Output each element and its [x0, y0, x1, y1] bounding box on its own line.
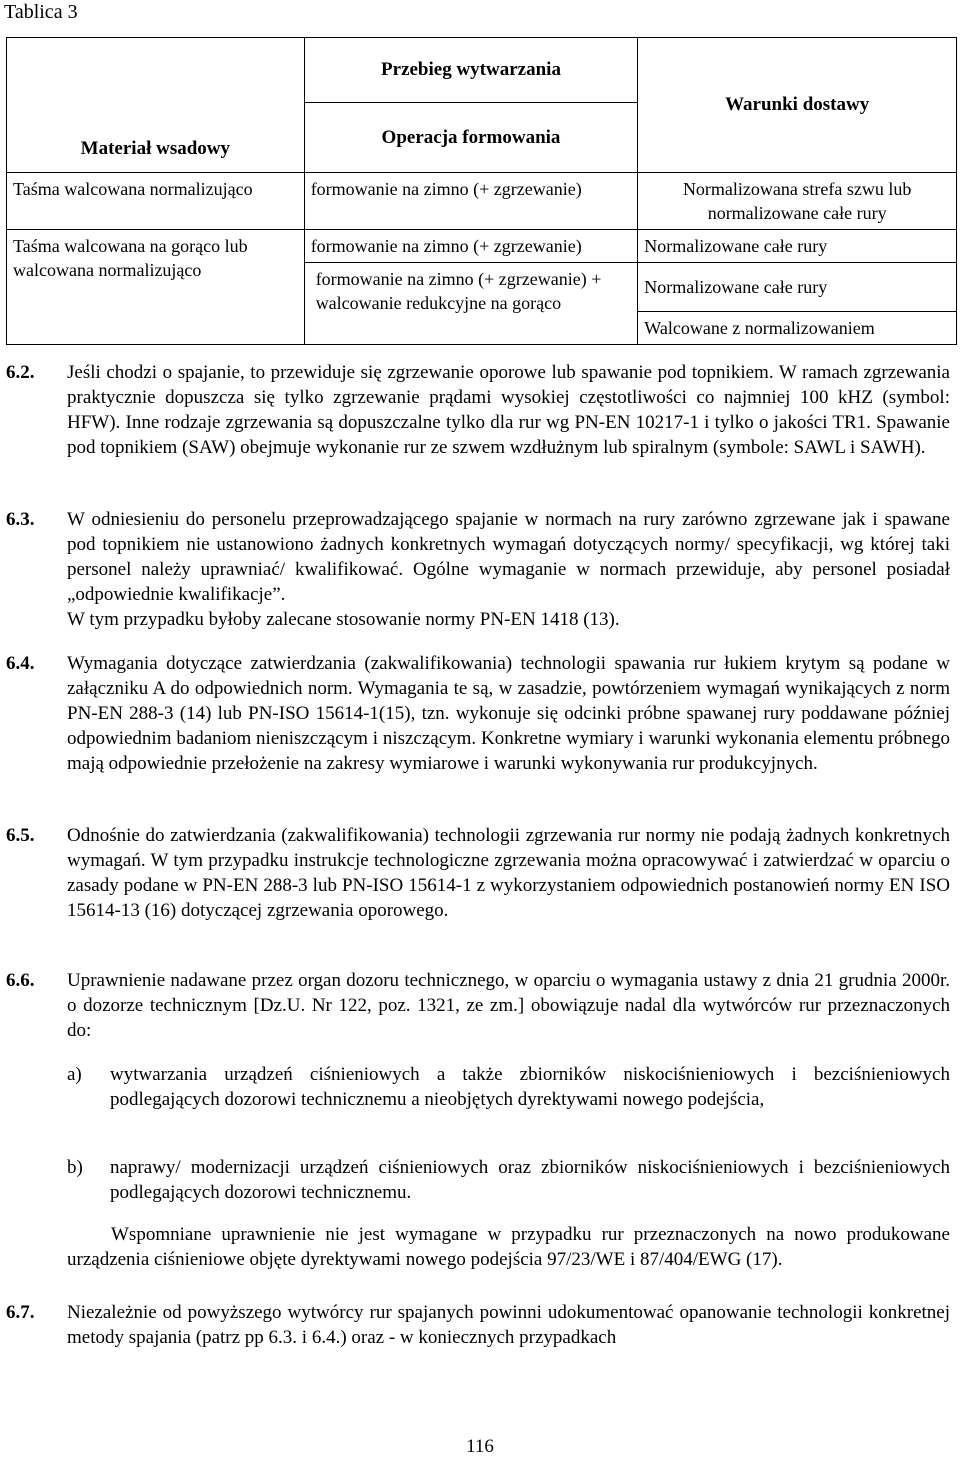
- section-6-5: [6, 823, 950, 923]
- section-text: Wymagania dotyczące zatwierdzania (zakwalifikowania) technologii spawania rur łukiem krytym są podane w załączniku A do odpowiednich norm. Wymagania te są, w zasadzie, powtórzeniem wymagań wynikających z norm PN-EN 288-3 (14) lub PN-ISO 15614-1(15), tzn. wykonuje się odcinki próbne spawanej rury poddawane później odpowiednim badaniom nieniszczącym i niszczącym. Konkretne wymiary i warunki wykonania elementu próbnego mają odpowiednie przełożenie na zakresy wymiarowe i warunki wykonywania rur produkcyjnych.: [67, 653, 950, 774]
- page-number: 116: [466, 1436, 494, 1457]
- section-note: Wspomniane uprawnienie nie jest wymagane w przypadku rur przeznaczonych na nowo produkowane urządzenia ciśnieniowe objęte dyrektywami nowego podejścia 97/23/WE i 87/404/EWG (17).: [67, 1224, 950, 1270]
- section-number: 6.7.: [6, 1302, 35, 1323]
- header-warunki: Warunki dostawy: [638, 38, 957, 173]
- header-material: Materiał wsadowy: [7, 38, 305, 173]
- section-text-2: W tym przypadku byłoby zalecane stosowanie normy PN-EN 1418 (13).: [67, 609, 620, 630]
- section-text: Uprawnienie nadawane przez organ dozoru technicznego, w oparciu o wymagania ustawy z dnia 21 grudnia 2000r. o dozorze technicznym [Dz.U. Nr 122, poz. 1321, ze zm.] obowiązuje nadal dla wytwórców rur przeznaczonych do:: [67, 970, 950, 1041]
- row2-warunki-1: Normalizowane całe rury: [638, 230, 957, 263]
- list-item-a: [6, 1062, 950, 1112]
- list-item-b: [6, 1155, 950, 1205]
- row2-warunki-2: Normalizowane całe rury: [638, 263, 957, 312]
- section-6-4: [6, 651, 950, 776]
- section-number: 6.4.: [6, 653, 35, 674]
- section-text: Jeśli chodzi o spajanie, to przewiduje się zgrzewanie oporowe lub spawanie pod topnikiem. W ramach zgrzewania praktycznie dopuszcza się tylko zgrzewanie prądami wysokiej częstotliwości co najmniej 100 kHZ (symbol: HFW). Inne rodzaje zgrzewania są dopuszczalne tylko dla rur wg PN-EN 10217-1 i tylko o jakości TR1. Spawanie pod topnikiem (SAW) obejmuje wykonanie rur ze szwem wzdłużnym lub spiralnym (symbole: SAWL i SAWH).: [67, 362, 950, 458]
- list-text: wytwarzania urządzeń ciśnieniowych a także zbiorników niskociśnieniowych i bezciśnieniowych podlegających dozorowi technicznemu a nieobjętych dyrektywami nowego podejścia,: [110, 1064, 950, 1110]
- section-6-7: [6, 1300, 950, 1350]
- row2-operacja-2: formowanie na zimno (+ zgrzewanie) + walcowanie redukcyjne na gorąco: [304, 263, 638, 345]
- row1-material: Taśma walcowana normalizująco: [7, 173, 305, 230]
- section-text: W odniesieniu do personelu przeprowadzającego spajanie w normach na rury zarówno zgrzewane jak i spawane pod topnikiem nie ustanowiono żadnych konkretnych wymagań dotyczących normy/ specyfikacji, wg której taki personel należy uprawniać/ kwalifikować. Ogólne wymaganie w normach przewiduje, aby personel posiadał „odpowiednie kwalifikacje”.: [67, 509, 950, 605]
- section-number: 6.6.: [6, 970, 35, 991]
- production-table: [6, 37, 957, 345]
- section-text: Odnośnie do zatwierdzania (zakwalifikowania) technologii zgrzewania rur normy nie podają żadnych konkretnych wymagań. W tym przypadku instrukcje technologiczne zgrzewania można opracowywać i zatwierdzać w oparciu o zasady podane w PN-EN 288-3 lub PN-ISO 15614-1 z wykorzystaniem odpowiednich postanowień normy EN ISO 15614-13 (16) dotyczącej zgrzewania oporowego.: [67, 825, 950, 921]
- section-6-6: [6, 968, 950, 1043]
- row2-warunki-3: Walcowane z normalizowaniem: [638, 312, 957, 345]
- list-label: a): [67, 1064, 82, 1085]
- section-number: 6.5.: [6, 825, 35, 846]
- header-przebieg: Przebieg wytwarzania: [304, 38, 638, 103]
- section-text: Niezależnie od powyższego wytwórcy rur spajanych powinni udokumentować opanowanie technologii konkretnej metody spajania (patrz pp 6.3. i 6.4.) oraz - w koniecznych przypadkach: [67, 1302, 950, 1348]
- row1-operacja: formowanie na zimno (+ zgrzewanie): [304, 173, 638, 230]
- list-label: b): [67, 1157, 83, 1178]
- row2-material: Taśma walcowana na gorąco lub walcowana normalizująco: [7, 230, 305, 345]
- section-6-6-note: [6, 1222, 950, 1272]
- section-number: 6.3.: [6, 509, 35, 530]
- section-number: 6.2.: [6, 362, 35, 383]
- table-caption: Tablica 3: [4, 1, 78, 23]
- row1-warunki: Normalizowana strefa szwu lub normalizowane całe rury: [638, 173, 957, 230]
- section-6-2: [6, 360, 950, 460]
- header-operacja: Operacja formowania: [304, 103, 638, 173]
- list-text: naprawy/ modernizacji urządzeń ciśnieniowych oraz zbiorników niskociśnieniowych i bezciśnieniowych podlegających dozorowi technicznemu.: [110, 1157, 950, 1203]
- section-6-3: [6, 507, 950, 632]
- row2-operacja-1: formowanie na zimno (+ zgrzewanie): [304, 230, 638, 263]
